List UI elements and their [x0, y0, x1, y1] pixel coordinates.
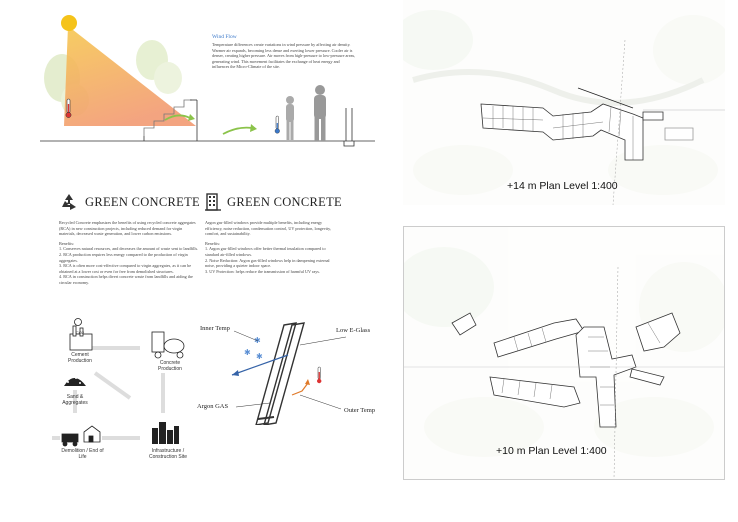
- demolition-house-icon: [62, 426, 100, 446]
- green-concrete-right-benefit: 2. Noise Reduction: Argon gas-filled windows help in dampening external noise, providing a quieter indoor space.: [205, 257, 330, 269]
- green-concrete-right-section: [205, 192, 342, 274]
- wind-flow-section: [40, 8, 385, 168]
- cycle-node-sand: Sand & Aggregates: [62, 394, 88, 406]
- city-skyline-icon: [152, 422, 179, 444]
- warm-arrow-icon: [292, 383, 308, 395]
- wind-flow-title: Wind Flow: [212, 34, 237, 40]
- wind-arrow-icon: [223, 128, 252, 134]
- cycle-node-infrastructure: Infrastructure / Construction Site: [148, 448, 188, 460]
- plan-bottom-panel: [403, 226, 725, 480]
- plan-top-caption: +14 m Plan Level 1:400: [507, 180, 618, 192]
- person-figure: [286, 96, 294, 140]
- green-concrete-left-benefits-heading: Benefits:: [59, 240, 75, 246]
- sun-shape: [61, 15, 77, 31]
- green-concrete-left-benefit: 4. RCA in construction helps divert concrete waste from landfills and aiding the circular economy.: [59, 274, 193, 285]
- drain-pipe-shape: [344, 108, 354, 146]
- plan-top-panel: [403, 0, 725, 205]
- svg-text:✱: ✱: [244, 348, 251, 357]
- low-e-glass-label: Low E-Glass: [336, 327, 371, 334]
- green-concrete-right-benefits-heading: Benefits:: [205, 240, 221, 246]
- thermometer-icon: [317, 367, 321, 383]
- green-concrete-right-benefit: 3. UV Protection: helps reduce the transmission of harmful UV rays.: [205, 268, 320, 274]
- double-glazed-pane-shape: [256, 323, 304, 425]
- wind-flow-illustration: [40, 8, 385, 168]
- green-concrete-left-section: [59, 192, 199, 286]
- wind-flow-text-block: [212, 34, 357, 70]
- svg-text:✱: ✱: [256, 352, 263, 361]
- svg-text:✱: ✱: [254, 336, 261, 345]
- sand-pile-icon: [64, 377, 86, 386]
- green-concrete-left-intro: Recycled Concrete emphasizes the benefits of using recycled concrete aggregates (RCA) in new construction projects, including reduced demand for virgin materials, decreased waste generation, and lower carbon emissions.: [59, 220, 196, 237]
- co2-label: CO2: [75, 330, 85, 335]
- argon-glass-diagram: [196, 315, 396, 425]
- recycle-icon: [59, 192, 79, 212]
- cycle-node-demolition: Demolition / End of Life: [61, 448, 104, 460]
- plan-bottom-caption: +10 m Plan Level 1:400: [496, 445, 607, 457]
- snowflake-icon: [244, 336, 263, 361]
- green-concrete-right-benefit: 1. Argon gas-filled windows offer better thermal insulation compared to standard air-filled windows.: [205, 246, 326, 257]
- wind-flow-description: Temperature differences create variations in wind pressure by affecting air density. Warmer air expands, becoming less dense and exerting lower pressure. Cooler air is denser, creating higher pressure. Air moves from high-pressure to low-pressure areas, generating wind. This movement facilitates the exchange of heat energy and influences the Micro-Climate of the site.: [212, 42, 356, 70]
- thermometer-cold-icon: [275, 116, 280, 133]
- building-icon: [205, 192, 221, 212]
- cycle-node-cement: Cement Production: [68, 352, 92, 364]
- green-concrete-left-benefit: 3. RCA is often more cost-effective compared to virgin aggregates, as it can be obtained at a lower cost or even for free from demolished structures.: [59, 263, 192, 274]
- outer-temp-label: Outer Temp: [344, 407, 376, 414]
- argon-gas-label: Argon GAS: [197, 403, 229, 410]
- green-concrete-right-title: GREEN CONCRETE: [227, 194, 342, 209]
- plan-top-drawing: [403, 0, 725, 205]
- concrete-cycle-diagram: [40, 318, 200, 468]
- person-figure: [314, 85, 326, 141]
- green-concrete-left-benefit: 2. RCA production requires less energy compared to the production of virgin aggregates.: [59, 251, 188, 263]
- plan-bottom-drawing: [404, 227, 724, 479]
- green-concrete-left-benefit: 1. Conserves natural resources, and decreases the amount of waste sent to landfills.: [59, 246, 199, 252]
- green-concrete-right-intro: Argon gas-filled windows provide multiple benefits, including energy efficiency, noise reduction, condensation control, UV protection, longevity, comfort, and sustainability.: [205, 220, 332, 237]
- concrete-mixer-icon: [152, 332, 184, 358]
- green-concrete-left-title: GREEN CONCRETE: [85, 194, 200, 209]
- inner-temp-label: Inner Temp: [200, 325, 230, 332]
- cycle-node-concrete: Concrete Production: [158, 360, 182, 372]
